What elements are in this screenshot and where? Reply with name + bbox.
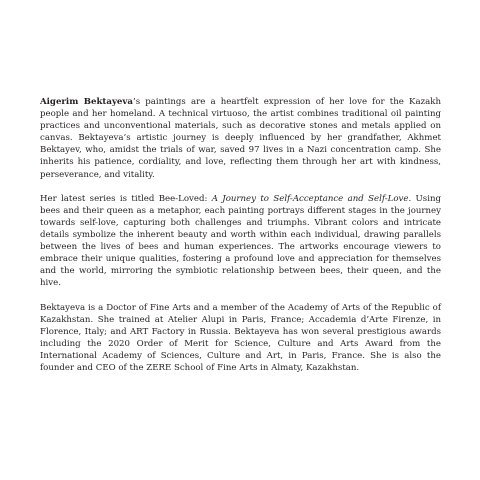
series-lead-text: Her latest series is titled Bee-Loved: xyxy=(40,193,212,204)
artist-bio xyxy=(40,96,441,386)
bio-intro-text: ’s paintings are a heartfelt expression of her love for the Kazakh people and her homeland. A technical virtuoso, the artist combines traditional oil painting practices and unconventional materials, such as decorative stones and metals applied on canvas. Bektayeva’s artistic journey is deeply influenced by her grandfather, Akhmet Bektayev, who, amidst the trials of war, saved 97 lives in a Nazi concentration camp. She inherits his patience, cordiality, and love, reflecting them through her art with kindness, perseverance, and vitality. xyxy=(40,97,441,180)
series-description-text: . Using bees and their queen as a metaphor, each painting portrays different stages in the journey towards self-love, capturing both challenges and triumphs. Vibrant colors and intricate details symbolize the inherent beauty and worth within each individual, drawing parallels between the lives of bees and human experiences. The artworks encourage viewers to embrace their unique qualities, fostering a profound love and appreciation for themselves and the world, mirroring the symbiotic relationship between bees, their queen, and the hive. xyxy=(40,193,441,289)
credentials-text: Bektayeva is a Doctor of Fine Arts and a member of the Academy of Arts of the Republic of Kazakhstan. She trained at Atelier Alupi in Paris, France; Accademia d’Arte Firenze, in Florence, Italy; and ART Factory in Russia. Bektayeva has won several prestigious awards including the 2020 Order of Merit for Science, Culture and Arts Award from the International Academy of Sciences, Culture and Art, in Paris, France. She is also the founder and CEO of the ZERE School of Fine Arts in Almaty, Kazakhstan. xyxy=(40,302,441,374)
bio-paragraph-intro xyxy=(40,96,441,181)
bio-paragraph-credentials xyxy=(40,302,441,375)
bio-paragraph-series xyxy=(40,193,441,290)
series-subtitle: A Journey to Self-Acceptance and Self-Love xyxy=(211,193,409,204)
artist-name: Aigerim Bektayeva xyxy=(40,97,133,107)
